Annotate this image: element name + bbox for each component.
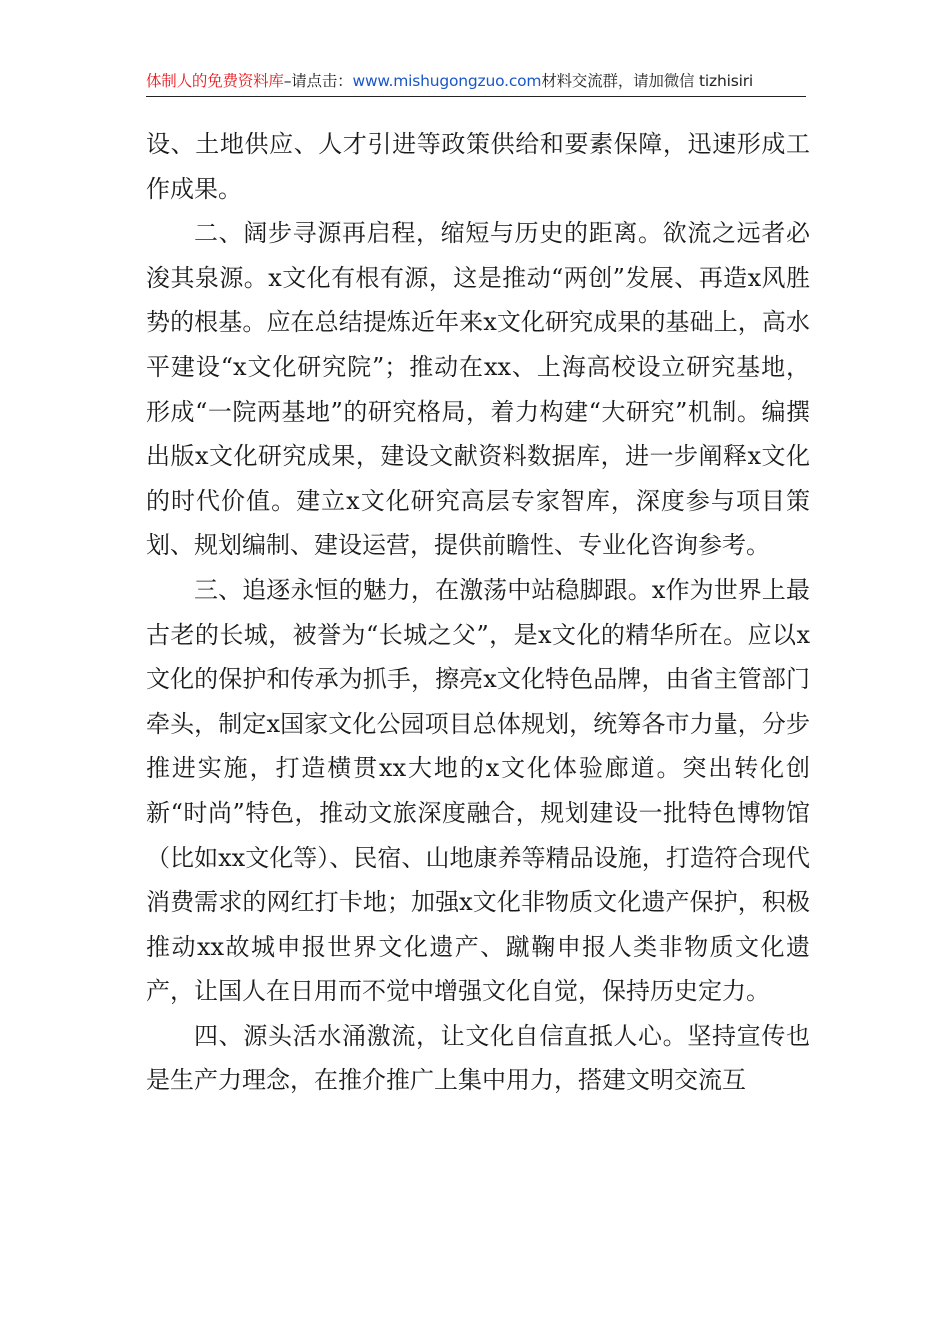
paragraph-continuation: 设、土地供应、人才引进等政策供给和要素保障，迅速形成工作成果。 [146,130,810,203]
header-url-link[interactable]: www.mishugongzuo.com [352,72,542,90]
header-contact-note: 材料交流群，请加微信 tizhisiri [541,72,753,90]
header-brand-link[interactable]: 体制人的免费资料库 [146,72,284,90]
header-prompt: –请点击： [283,72,353,90]
page-header [146,66,806,97]
paragraph-section-2: 二、阔步寻源再启程，缩短与历史的距离。欲流之远者必浚其泉源。x文化有根有源，这是推动“两创”发展、再造x风胜势的根基。应在总结提炼近年来x文化研究成果的基础上，高水平建设“x文化研究院”；推动在xx、上海高校设立研究基地，形成“一院两基地”的研究格局，着力构建“大研究”机制。编撰出版x文化研究成果，建设文献资料数据库，进一步阐释x文化的时代价值。建立x文化研究高层专家智库，深度参与项目策划、规划编制、建设运营，提供前瞻性、专业化咨询参考。 [146,219,810,560]
paragraph-section-3: 三、追逐永恒的魅力，在激荡中站稳脚跟。x作为世界上最古老的长城，被誉为“长城之父”，是x文化的精华所在。应以x文化的保护和传承为抓手，擦亮x文化特色品牌，由省主管部门牵头，制定x国家文化公园项目总体规划，统筹各市力量，分步推进实施，打造横贯xx大地的x文化体验廊道。突出转化创新“时尚”特色，推动文旅深度融合，规划建设一批特色博物馆（比如xx文化等）、民宿、山地康养等精品设施，打造符合现代消费需求的网红打卡地；加强x文化非物质文化遗产保护，积极推动xx故城申报世界文化遗产、蹴鞠申报人类非物质文化遗产，让国人在日用而不觉中增强文化自觉，保持历史定力。 [146,575,810,1006]
document-body [146,122,810,1103]
paragraph-section-4: 四、源头活水涌激流，让文化自信直抵人心。坚持宣传也是生产力理念，在推介推广上集中用力，搭建文明交流互 [146,1021,810,1095]
